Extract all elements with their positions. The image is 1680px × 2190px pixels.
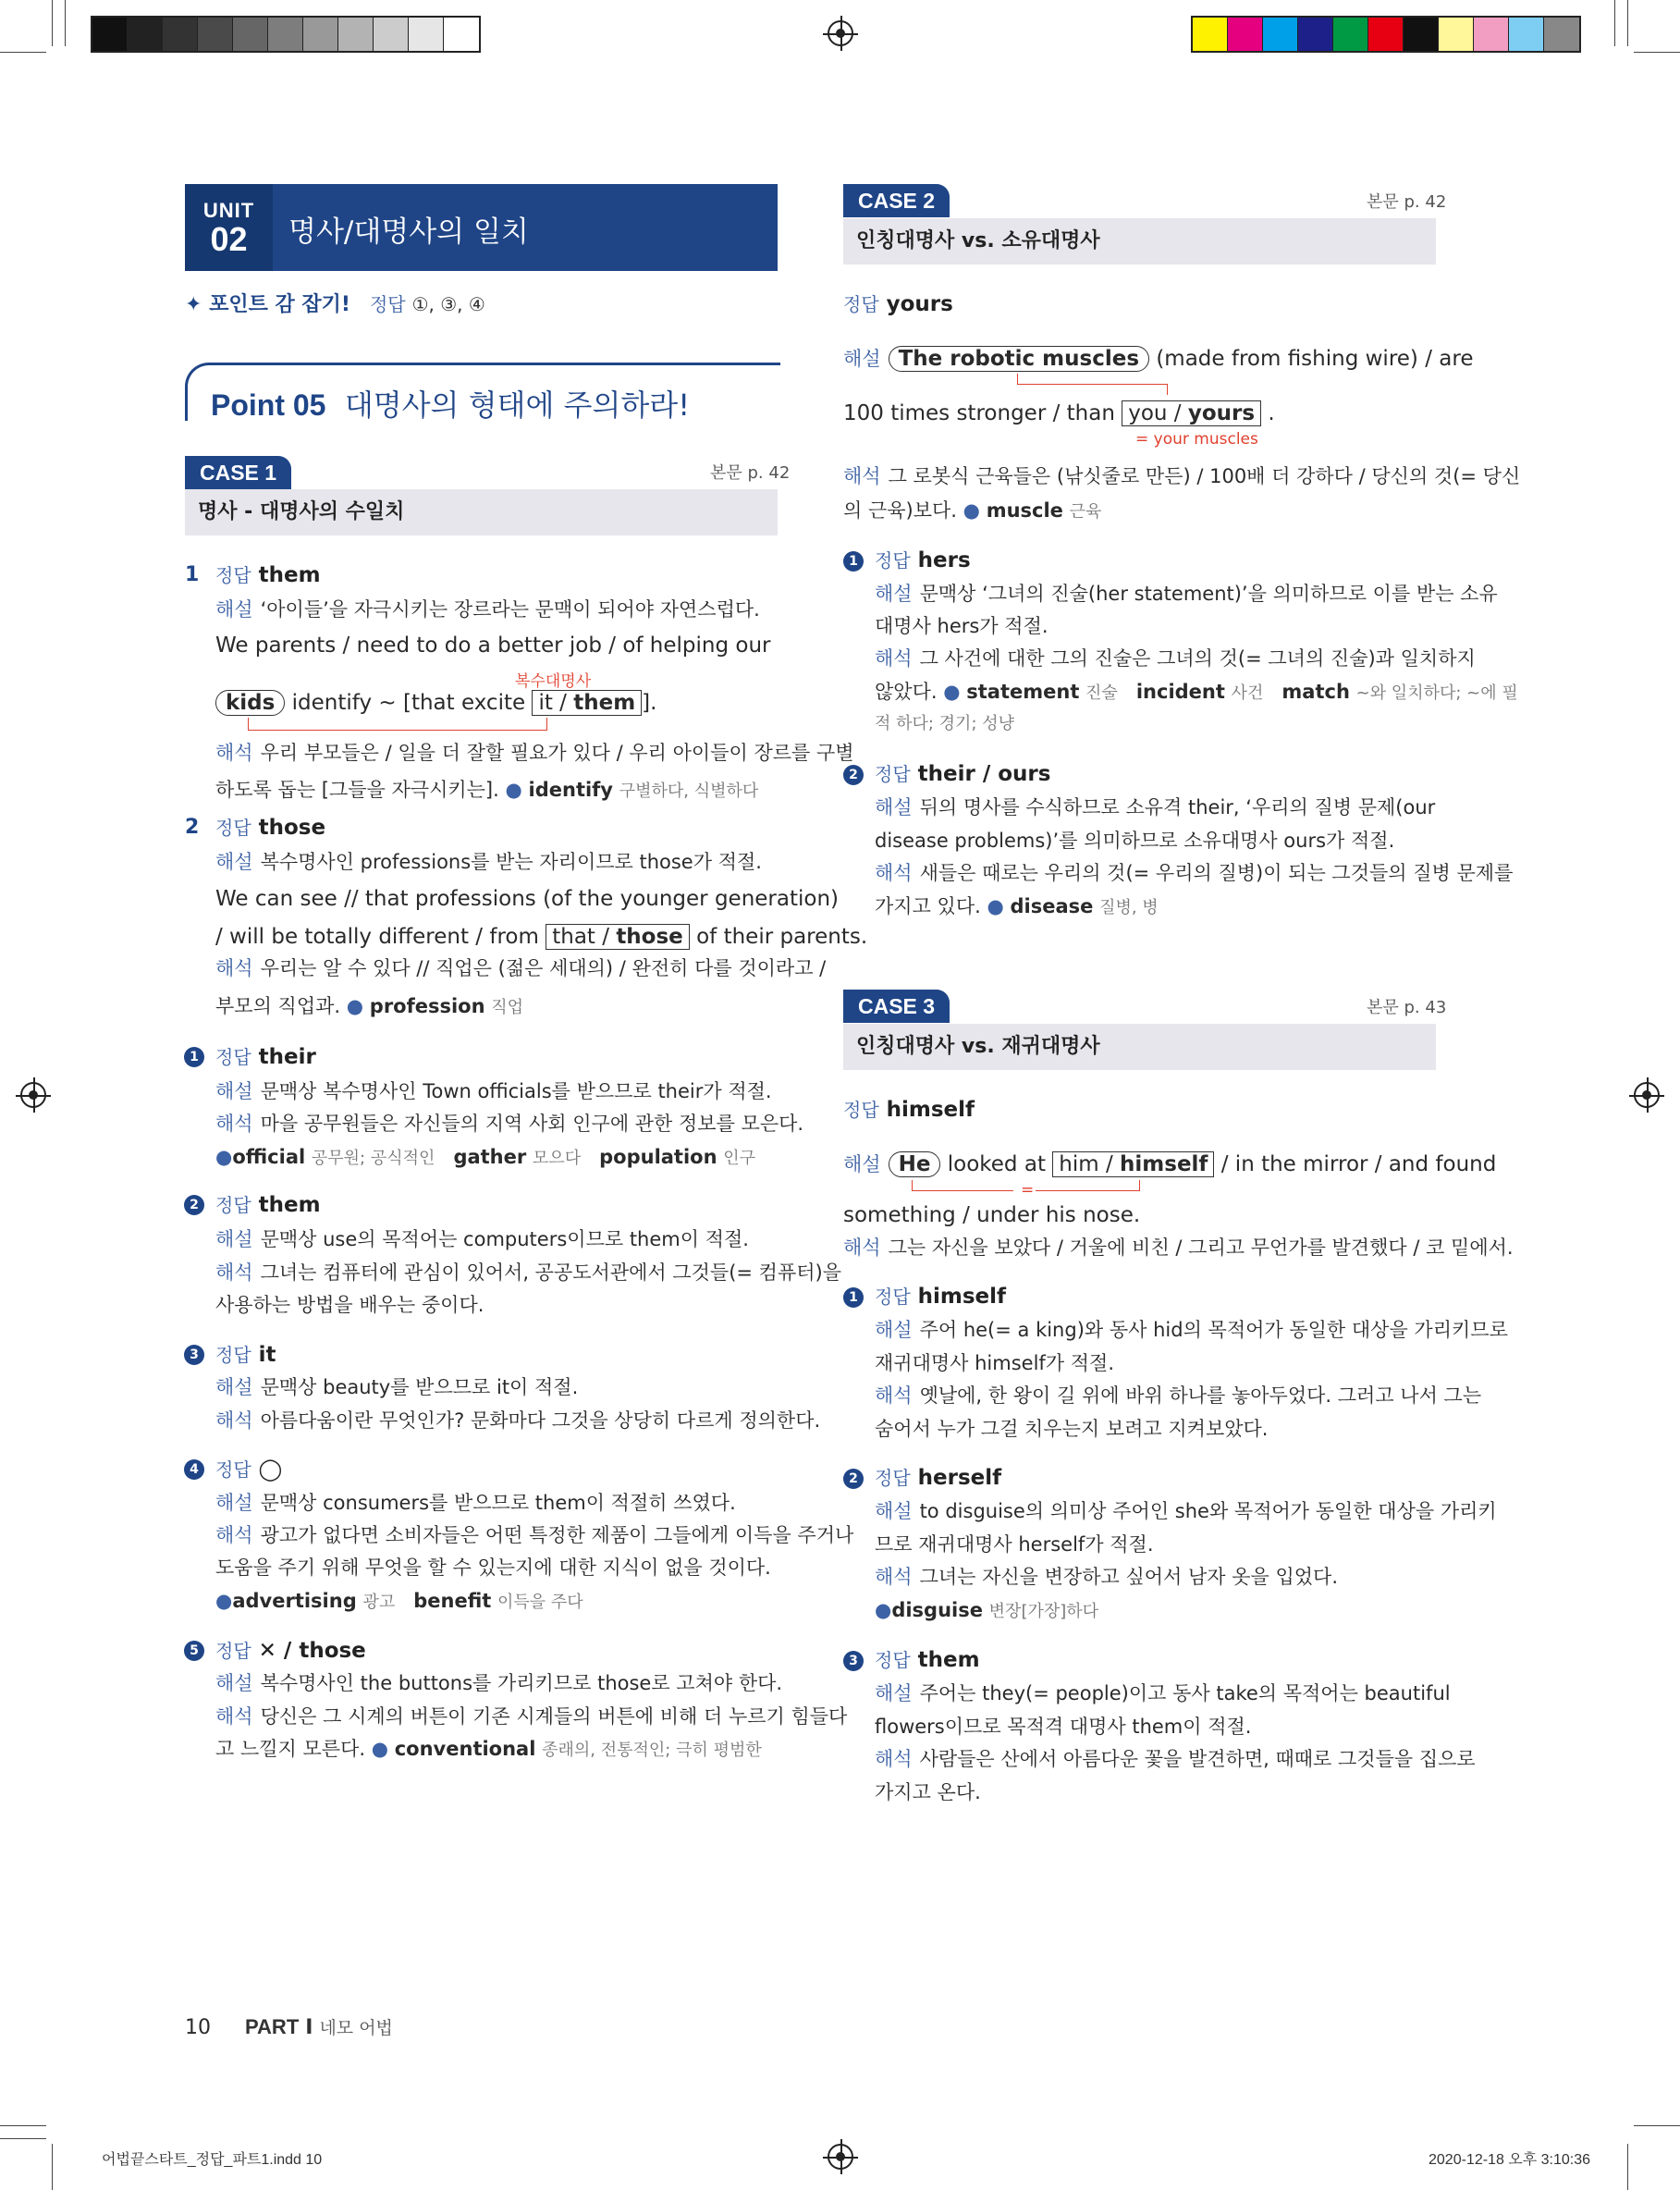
answer-value: their	[258, 1045, 316, 1069]
color-swatch	[1228, 18, 1263, 51]
english-sentence	[843, 1151, 1496, 1177]
answer-line	[215, 815, 325, 841]
explanation-text: 복수명사인 the buttons를 가리키므로 those로 고쳐야 한다.	[260, 1672, 783, 1694]
crop-mark	[0, 2138, 46, 2139]
explanation-line	[215, 849, 762, 875]
color-swatch	[1404, 18, 1439, 51]
unit-tag-label: UNIT	[202, 199, 255, 222]
explanation-line	[875, 581, 1498, 607]
explanation-line	[215, 1374, 578, 1400]
translation-text: 아름다움이란 무엇인가? 문화마다 그것을 상당히 다르게 정의한다.	[260, 1409, 821, 1432]
explanation-text: ‘아이들’을 자극시키는 장르라는 문맥이 되어야 자연스럽다.	[260, 598, 760, 621]
vocab-word: statement	[966, 681, 1080, 703]
explanation-text: 문맥상 use의 목적어는 computers이므로 them이 적절.	[260, 1228, 749, 1250]
answer-value: them	[258, 1193, 321, 1217]
vocab-word: match	[1281, 681, 1350, 703]
crop-mark	[1614, 0, 1615, 46]
explanation-line: 재귀대명사 himself가 적절.	[875, 1352, 1115, 1374]
answer-line	[875, 761, 1050, 787]
translation-line	[215, 1111, 803, 1137]
vocab-word: advertising	[232, 1590, 357, 1612]
crop-mark	[1634, 52, 1680, 53]
item-number-badge: 5	[184, 1641, 204, 1661]
antecedent-oval: The robotic muscles	[889, 346, 1149, 372]
translation-label: 해석	[215, 1113, 253, 1135]
explanation-text: 문맥상 복수명사인 Town officials를 받으므로 their가 적절.	[260, 1080, 772, 1102]
explanation-label: 해설	[215, 1376, 253, 1398]
vocab-meaning: ~와 일치하다; ~에 필	[1355, 683, 1518, 703]
explanation-text: 뒤의 명사를 수식하므로 소유격 their, ‘우리의 질병 문제(our	[919, 796, 1436, 818]
translation-label: 해석	[215, 1409, 253, 1432]
part-title: 네모 어법	[319, 2018, 393, 2038]
explanation-label: 해설	[843, 1153, 881, 1175]
translation-label: 해석	[215, 742, 253, 764]
answer-label: 정답	[369, 293, 406, 315]
translation-text: 그는 자신을 보았다 / 거울에 비친 / 그리고 무언가를 발견했다 / 코 밑에서.	[888, 1236, 1514, 1259]
answer-value: those	[258, 816, 326, 840]
color-swatch	[374, 18, 409, 51]
page-reference: 본문 p. 42	[1367, 192, 1447, 212]
explanation-label: 해설	[875, 1500, 913, 1522]
translation-text: 당신은 그 시계의 버튼이 기존 시계들의 버튼에 비해 더 누르기 힘들다	[260, 1705, 848, 1728]
color-swatch	[1333, 18, 1368, 51]
translation-text: 사람들은 산에서 아름다운 꽃을 발견하면, 때때로 그것들을 집으로	[919, 1748, 1476, 1770]
answer-label: 정답	[875, 549, 911, 572]
explanation-line	[215, 1490, 736, 1516]
item-number-badge: 2	[843, 1469, 864, 1489]
explanation-line	[215, 1078, 772, 1104]
answer-value: himself	[917, 1285, 1007, 1309]
english-sentence: We parents / need to do a better job / of helping our	[215, 634, 771, 658]
answer-label: 정답	[843, 293, 879, 315]
english-sentence	[843, 346, 1473, 372]
explanation-text: 주어 he(= a king)와 동사 hid의 목적어가 동일한 대상을 가리키므로	[919, 1319, 1508, 1341]
sentence-fragment: (made from fishing wire) / are	[1156, 347, 1474, 371]
explanation-line: 므로 재귀대명사 herself가 적절.	[875, 1533, 1154, 1556]
sentence-fragment: 100 times stronger / than	[843, 401, 1115, 425]
color-swatch	[92, 18, 128, 51]
choice-answer: them	[573, 691, 636, 715]
translation-text: 하도록 돕는 [그들을 자극시키는].	[215, 779, 499, 801]
vocab-meaning: 모으다	[532, 1149, 582, 1168]
answer-label: 정답	[843, 1099, 879, 1121]
translation-line	[875, 1383, 1481, 1409]
answer-line	[215, 1457, 282, 1483]
answer-value: himself	[886, 1098, 975, 1122]
choice-option: you /	[1128, 401, 1188, 425]
explanation-label: 해설	[875, 796, 913, 818]
answer-label: 정답	[215, 1194, 251, 1216]
vocab-word: benefit	[413, 1590, 492, 1612]
color-swatch	[268, 18, 303, 51]
explanation-line	[875, 1317, 1508, 1343]
answer-label: 정답	[215, 1640, 251, 1662]
vocab-meaning: 광고	[362, 1593, 396, 1612]
color-swatch	[1544, 18, 1579, 51]
choice-option: that /	[552, 925, 617, 949]
choice-box	[1122, 400, 1261, 426]
choice-box	[532, 690, 642, 716]
vocab-word: conventional	[394, 1738, 536, 1760]
color-swatch	[1368, 18, 1404, 51]
reference-arrow	[248, 718, 249, 731]
translation-line: 사용하는 방법을 배우는 중이다.	[215, 1294, 484, 1316]
translation-line: 고 느낄지 모른다. ● conventional 종래의, 전통적인; 극히 평범한	[215, 1738, 762, 1760]
explanation-line: disease problems)’를 의미하므로 소유대명사 ours가 적절.	[875, 830, 1395, 852]
vocab-meaning: 이득을 주다	[497, 1593, 583, 1612]
vocab-word: official	[232, 1146, 306, 1168]
color-swatch	[198, 18, 233, 51]
point-number: Point 05	[211, 388, 326, 422]
answer-line	[843, 1097, 975, 1123]
explanation-line	[875, 1680, 1451, 1706]
translation-label: 해석	[875, 647, 913, 670]
translation-line: 않았다. ● statement 진술 incident 사건 match ~와 일치하다; ~에 필	[875, 681, 1518, 703]
translation-text: 가지고 있다.	[875, 895, 981, 917]
answer-line	[215, 1638, 366, 1664]
color-swatch	[1474, 18, 1509, 51]
translation-line: 숨어서 누가 그걸 치우는지 보려고 지켜보았다.	[875, 1418, 1269, 1440]
translation-line	[215, 955, 826, 981]
registration-mark-icon	[828, 2144, 853, 2170]
translation-line: 부모의 직업과. ● profession 직업	[215, 995, 524, 1017]
english-sentence: something / under his nose.	[843, 1203, 1141, 1227]
answer-label: 정답	[875, 1286, 911, 1308]
reference-arrow	[1139, 1180, 1140, 1191]
case-tab: CASE 3	[843, 990, 950, 1023]
translation-label: 해석	[215, 1705, 253, 1728]
page-footer	[185, 2014, 393, 2039]
registration-mark-icon	[20, 1082, 46, 1108]
process-color-bar	[1191, 16, 1581, 53]
vocab-meaning: 인구	[723, 1149, 756, 1168]
case-heading: 인칭대명사 vs. 재귀대명사	[843, 1024, 1436, 1070]
color-swatch	[444, 18, 479, 51]
translation-line: 도움을 주기 위해 무엇을 할 수 있는지에 대한 지식이 없을 것이다.	[215, 1556, 771, 1579]
translation-text: 옛날에, 한 왕이 길 위에 바위 하나를 놓아두었다. 그러고 나서 그는	[919, 1384, 1482, 1407]
translation-text: 마을 공무원들은 자신들의 지역 사회 인구에 관한 정보를 모은다.	[260, 1113, 804, 1135]
reference-arrow	[912, 1190, 1013, 1191]
vocab-word: profession	[369, 995, 485, 1017]
answer-value: their / ours	[917, 762, 1051, 786]
crop-mark	[0, 2125, 46, 2126]
print-timestamp: 2020-12-18 오후 3:10:36	[1429, 2152, 1591, 2168]
explanation-line	[215, 1226, 749, 1252]
translation-line	[215, 1408, 820, 1433]
explanation-label: 해설	[215, 1228, 253, 1250]
antecedent-oval: kids	[215, 690, 285, 716]
equals-mark: =	[1021, 1181, 1035, 1200]
vocab-word: population	[599, 1146, 717, 1168]
sentence-fragment: ].	[642, 691, 657, 715]
color-swatch	[1263, 18, 1298, 51]
explanation-text: 문맥상 ‘그녀의 진술(her statement)’을 의미하므로 이를 받는 소유	[919, 583, 1498, 605]
answer-value: yours	[886, 292, 953, 316]
answer-value: them	[917, 1648, 980, 1672]
translation-text: 부모의 직업과.	[215, 995, 341, 1017]
translation-line	[215, 1260, 841, 1286]
unit-tag	[185, 184, 273, 271]
crop-mark	[1627, 0, 1628, 46]
translation-line	[875, 860, 1513, 886]
translation-label: 해석	[875, 862, 913, 884]
vocab-meaning: 변장[가장]하다	[988, 1602, 1099, 1621]
answer-line	[875, 1465, 1001, 1491]
explanation-label: 해설	[875, 583, 913, 605]
case-tab: CASE 2	[843, 184, 950, 217]
reference-arrow	[248, 730, 546, 731]
translation-text: 그녀는 자신을 변장하고 싶어서 남자 옷을 입었다.	[919, 1566, 1339, 1588]
grayscale-color-bar	[91, 16, 481, 53]
answer-line	[215, 562, 321, 588]
translation-text: 않았다.	[875, 681, 938, 703]
case-heading: 명사 - 대명사의 수일치	[185, 489, 778, 535]
color-swatch	[1509, 18, 1544, 51]
answer-label: 정답	[215, 1344, 251, 1366]
explanation-label: 해설	[215, 1672, 253, 1694]
part-separator: I	[305, 2016, 313, 2039]
vocab-line: ●official 공무원; 공식적인 gather 모으다 population 인구	[215, 1146, 756, 1168]
answer-value: herself	[917, 1466, 1002, 1490]
explanation-label: 해설	[215, 851, 253, 873]
translation-label: 해석	[843, 465, 881, 487]
answer-line	[215, 1192, 321, 1218]
explanation-line: 대명사 hers가 적절.	[875, 615, 1048, 637]
explanation-label: 해설	[875, 1319, 913, 1341]
point-intro	[185, 289, 485, 317]
answer-value: hers	[917, 548, 971, 572]
explanation-line	[215, 597, 760, 622]
sentence-fragment: looked at	[947, 1152, 1046, 1176]
translation-label: 해석	[875, 1384, 913, 1407]
point-intro-answer: ①, ③, ④	[411, 293, 485, 315]
translation-text: 광고가 없다면 소비자들은 어떤 특정한 제품이 그들에게 이득을 주거나	[260, 1524, 854, 1546]
sentence-fragment: of their parents.	[696, 925, 868, 949]
item-number-badge: 1	[184, 1047, 204, 1067]
translation-label: 해석	[875, 1748, 913, 1770]
unit-title: 명사/대명사의 일치	[288, 215, 529, 249]
choice-option: him /	[1059, 1152, 1121, 1176]
sentence-fragment: identify ~ [that excite	[291, 691, 526, 715]
page-reference: 본문 p. 43	[1367, 998, 1447, 1017]
translation-line: 하도록 돕는 [그들을 자극시키는]. ● identify 구별하다, 식별하다	[215, 779, 759, 801]
answer-line	[215, 1044, 316, 1070]
color-swatch	[163, 18, 198, 51]
english-sentence	[215, 924, 867, 950]
item-number-badge: 3	[184, 1345, 204, 1365]
item-number-badge: 3	[843, 1651, 864, 1671]
translation-text: 의 근육)보다.	[843, 499, 957, 522]
item-number-badge: 1	[843, 1287, 864, 1308]
vocab-meaning: 근육	[1069, 502, 1102, 522]
case-heading: 인칭대명사 vs. 소유대명사	[843, 218, 1436, 265]
unit-header	[185, 184, 778, 271]
vocab-word: muscle	[986, 499, 1063, 522]
translation-text: 새들은 때로는 우리의 것(= 우리의 질병)이 되는 그것들의 질병 문제를	[919, 862, 1514, 884]
translation-line: 의 근육)보다. ● muscle 근육	[843, 499, 1102, 522]
answer-label: 정답	[875, 1649, 911, 1671]
answer-line	[843, 291, 953, 317]
explanation-text: 주어는 they(= people)이고 동사 take의 목적어는 beautiful	[919, 1682, 1451, 1704]
reference-arrow	[1036, 1190, 1139, 1191]
crop-mark	[1634, 2125, 1680, 2126]
explanation-text: to disguise의 의미상 주어인 she와 목적어가 동일한 대상을 가리키	[919, 1500, 1497, 1522]
answer-label: 정답	[875, 763, 911, 785]
item-number-badge: 2	[843, 765, 864, 785]
vocab-word: disease	[1010, 895, 1094, 917]
unit-number: 02	[210, 220, 248, 258]
vocab-line: ●disguise 변장[가장]하다	[875, 1599, 1099, 1621]
answer-line	[215, 1342, 276, 1368]
translation-line: 가지고 온다.	[875, 1781, 981, 1803]
translation-text: 우리는 알 수 있다 // 직업은 (젊은 세대의) / 완전히 다를 것이라고 /	[260, 957, 827, 979]
reference-arrow	[546, 718, 547, 731]
answer-label: 정답	[215, 564, 251, 586]
explanation-label: 해설	[215, 1080, 253, 1102]
english-sentence	[843, 400, 1275, 426]
translation-label: 해석	[215, 1524, 253, 1546]
sentence-fragment: / will be totally different / from	[215, 925, 539, 949]
choice-option: it /	[538, 691, 574, 715]
explanation-line	[875, 794, 1435, 820]
translation-line	[843, 463, 1520, 489]
color-swatch	[409, 18, 444, 51]
crop-mark	[1627, 2144, 1628, 2190]
explanation-line	[215, 1670, 782, 1696]
translation-label: 해석	[843, 1236, 881, 1259]
reference-arrow	[1017, 384, 1167, 385]
explanation-label: 해설	[215, 1492, 253, 1514]
color-swatch	[1439, 18, 1474, 51]
file-name: 어법끝스타트_정답_파트1.indd 10	[102, 2152, 323, 2168]
point-section-header	[185, 363, 780, 421]
translation-text: 고 느낄지 모른다.	[215, 1738, 366, 1760]
explanation-text: 복수명사인 professions를 받는 자리이므로 those가 적절.	[260, 851, 762, 873]
translation-line	[843, 1235, 1514, 1261]
explanation-label: 해설	[875, 1682, 913, 1704]
color-swatch	[1298, 18, 1333, 51]
vocab-meaning: 종래의, 전통적인; 극히 평범한	[542, 1741, 762, 1760]
grammar-note: = your muscles	[1135, 430, 1258, 449]
sentence-fragment: / in the mirror / and found	[1220, 1152, 1497, 1176]
item-number-badge: 1	[843, 551, 864, 572]
explanation-text: 문맥상 consumers를 받으므로 them이 적절히 쓰였다.	[260, 1492, 736, 1514]
translation-line	[215, 1522, 853, 1548]
point-title: 대명사의 형태에 주의하라!	[344, 388, 691, 423]
answer-line	[875, 1284, 1006, 1310]
vocab-word: incident	[1135, 681, 1225, 703]
part-label: PART	[245, 2015, 300, 2038]
translation-line	[215, 1704, 847, 1729]
vocab-meaning: 공무원; 공식적인	[311, 1149, 435, 1168]
reference-arrow	[1167, 384, 1168, 395]
item-number-badge: 4	[184, 1459, 204, 1480]
crop-mark	[52, 0, 53, 46]
choice-box	[1052, 1151, 1214, 1177]
answer-label: 정답	[215, 1046, 251, 1068]
grammar-note: 복수대명사	[515, 672, 592, 691]
answer-label: 정답	[215, 1458, 251, 1481]
translation-label: 해석	[215, 957, 253, 979]
color-swatch	[1193, 18, 1228, 51]
choice-answer: himself	[1120, 1152, 1208, 1176]
answer-label: 정답	[875, 1467, 911, 1489]
translation-line: 가지고 있다. ● disease 질병, 병	[875, 895, 1159, 917]
registration-mark-icon	[828, 20, 853, 46]
vocab-meaning: 질병, 병	[1099, 898, 1159, 917]
choice-answer: yours	[1187, 401, 1256, 425]
translation-text: 그녀는 컴퓨터에 관심이 있어서, 공공도서관에서 그것들(= 컴퓨터)을	[260, 1261, 842, 1284]
antecedent-oval: He	[889, 1151, 941, 1177]
vocab-word: gather	[453, 1146, 527, 1168]
vocab-meaning: 구별하다, 식별하다	[619, 781, 759, 801]
color-swatch	[338, 18, 374, 51]
answer-value: ✕ / those	[258, 1639, 366, 1663]
crop-mark	[65, 0, 66, 46]
answer-line	[875, 1647, 980, 1673]
color-swatch	[233, 18, 268, 51]
explanation-label: 해설	[215, 598, 253, 621]
crop-mark	[52, 2144, 53, 2190]
vocab-meaning: 적 하다; 경기; 성냥	[875, 714, 1015, 733]
answer-line	[875, 548, 971, 573]
answer-value: ◯	[258, 1458, 283, 1482]
vocab-line: ●advertising 광고 benefit 이득을 주다	[215, 1590, 583, 1612]
registration-mark-icon	[1634, 1082, 1660, 1108]
english-sentence: We can see // that professions (of the younger generation)	[215, 887, 839, 911]
choice-answer: those	[616, 925, 683, 949]
answer-value: it	[258, 1343, 276, 1367]
english-sentence	[215, 690, 656, 716]
color-swatch	[303, 18, 338, 51]
answer-value: them	[258, 563, 321, 587]
point-intro-title: ✦ 포인트 감 잡기!	[185, 293, 350, 316]
explanation-text: 문맥상 beauty를 받으므로 it이 적절.	[260, 1376, 579, 1398]
explanation-line	[875, 1498, 1497, 1524]
translation-label: 해석	[875, 1566, 913, 1588]
translation-line	[875, 1746, 1476, 1772]
translation-text: 우리 부모들은 / 일을 더 잘할 필요가 있다 / 우리 아이들이 장르를 구별	[260, 742, 854, 764]
case-tab: CASE 1	[185, 456, 291, 489]
vocab-word: identify	[528, 779, 614, 801]
translation-text: 그 로봇식 근육들은 (낚싯줄로 만든) / 100배 더 강하다 / 당신의 것(= 당신	[888, 465, 1521, 487]
translation-line	[215, 740, 854, 766]
vocab-meaning: 직업	[491, 998, 524, 1017]
question-number: 1	[185, 563, 200, 586]
translation-label: 해석	[215, 1261, 253, 1284]
page-reference: 본문 p. 42	[710, 463, 791, 483]
color-swatch	[128, 18, 163, 51]
item-number-badge: 2	[184, 1195, 204, 1215]
translation-text: 그 사건에 대한 그의 진술은 그녀의 것(= 그녀의 진술)과 일치하지	[919, 647, 1476, 670]
translation-line	[875, 646, 1476, 671]
translation-line	[875, 1564, 1338, 1590]
explanation-label: 해설	[843, 348, 881, 370]
answer-label: 정답	[215, 817, 251, 839]
vocab-meaning: 사건	[1231, 683, 1264, 703]
sentence-fragment: .	[1268, 401, 1275, 425]
vocab-meaning: 진술	[1085, 683, 1118, 703]
crop-mark	[0, 52, 46, 53]
vocab-word: disguise	[891, 1599, 983, 1621]
question-number: 2	[185, 816, 200, 839]
choice-box	[546, 924, 690, 950]
explanation-line: flowers이므로 목적격 대명사 them이 적절.	[875, 1716, 1252, 1738]
page-number: 10	[185, 2016, 211, 2039]
